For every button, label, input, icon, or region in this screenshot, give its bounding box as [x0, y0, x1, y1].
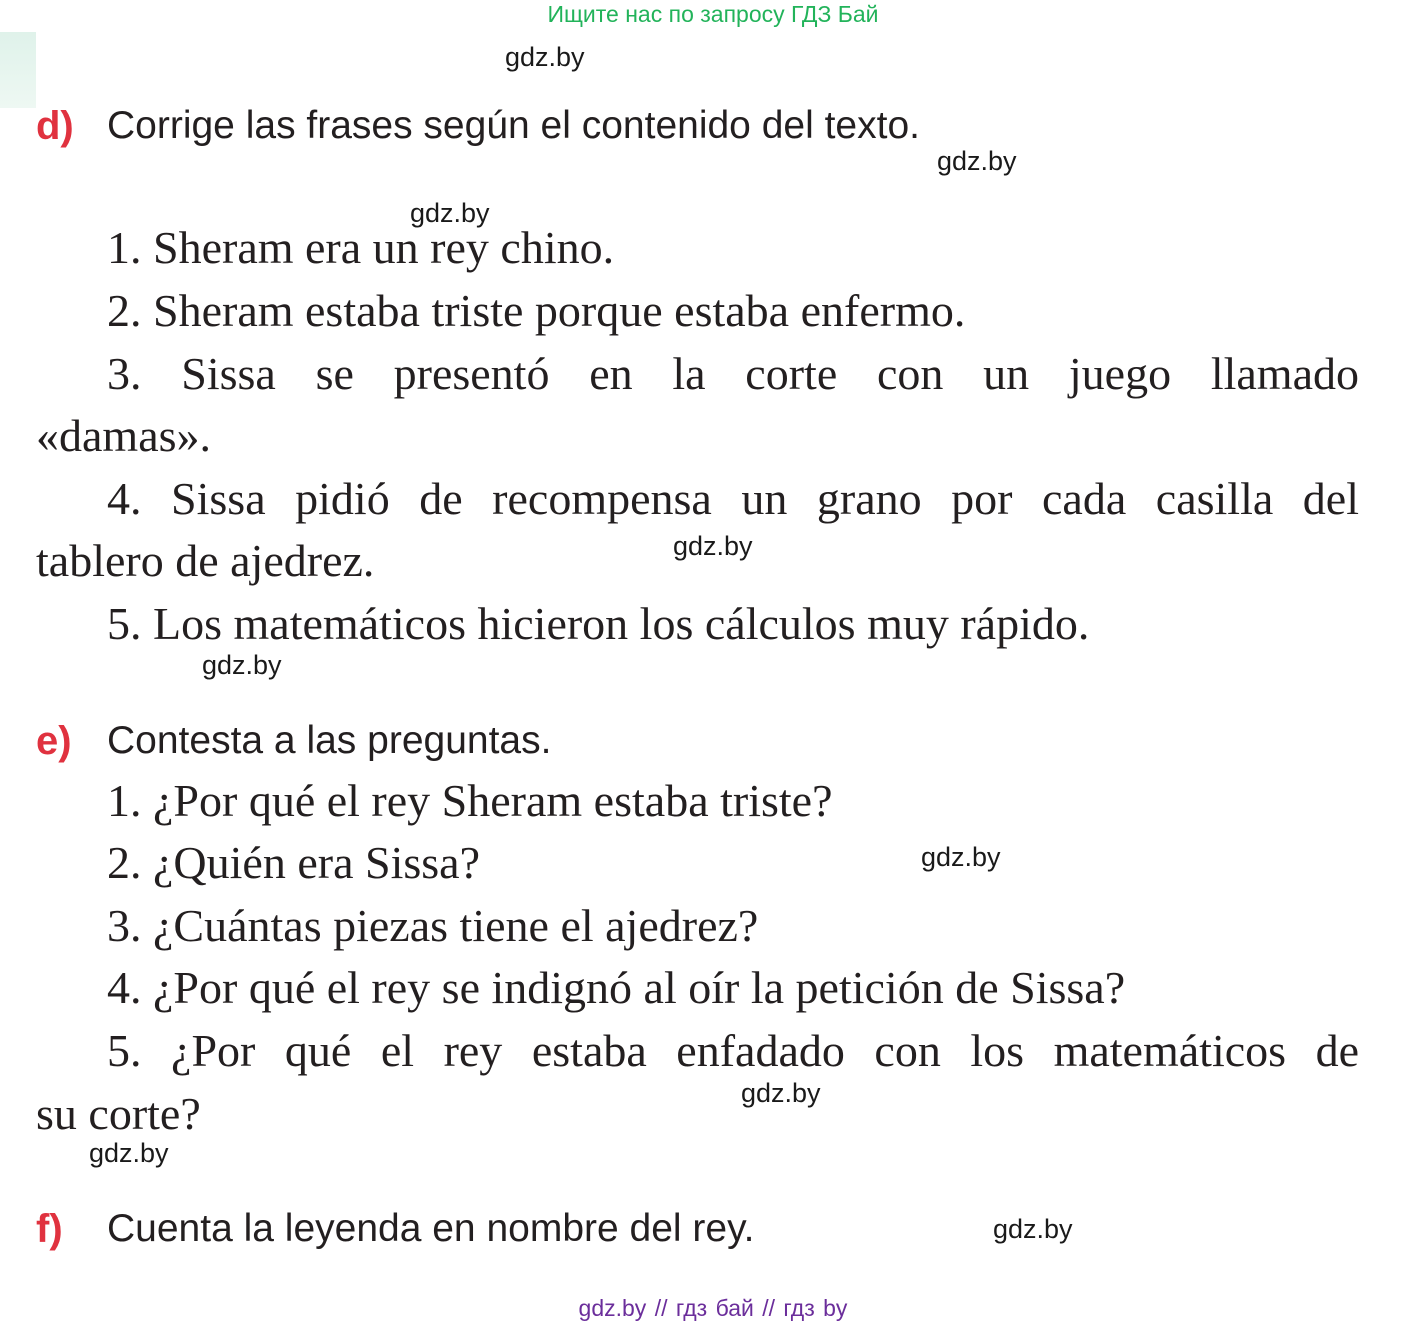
section-d-item-continued: tablero de ajedrez.: [36, 535, 375, 586]
watermark: gdz.by: [741, 1078, 821, 1108]
section-f-letter: f): [36, 1207, 63, 1251]
margin-decoration: [0, 32, 36, 108]
watermark: gdz.by: [993, 1214, 1073, 1244]
section-d-item-continued: «damas».: [36, 410, 212, 461]
section-d-item: 2. Sheram estaba triste porque estaba enfermo.: [107, 285, 966, 336]
section-e-question-continued: su corte?: [36, 1088, 201, 1139]
section-d-instruction: Corrige las frases según el contenido del texto.: [107, 104, 920, 147]
section-e-question: 2. ¿Quién era Sissa?: [107, 837, 480, 888]
watermark: gdz.by: [505, 42, 585, 72]
footer-links: gdz.by // гдз бай // гдз by: [578, 1295, 848, 1321]
section-e-question: 3. ¿Cuántas piezas tiene el ajedrez?: [107, 900, 759, 951]
watermark: gdz.by: [410, 198, 490, 228]
watermark: gdz.by: [937, 146, 1017, 176]
section-d-letter: d): [36, 104, 74, 148]
section-e-question: 4. ¿Por qué el rey se indignó al oír la petición de Sissa?: [107, 962, 1126, 1013]
section-e-question: 5. ¿Por qué el rey estaba enfadado con los matemáticos de: [107, 1025, 1359, 1076]
section-e-instruction: Contesta a las preguntas.: [107, 719, 552, 762]
section-d-item: 4. Sissa pidió de recompensa un grano por cada casilla del: [107, 473, 1359, 524]
section-d-item: 1. Sheram era un rey chino.: [107, 222, 615, 273]
section-f-instruction: Cuenta la leyenda en nombre del rey.: [107, 1207, 755, 1250]
top-banner: Ищите нас по запросу ГДЗ Бай: [547, 1, 879, 27]
section-e-question: 1. ¿Por qué el rey Sheram estaba triste?: [107, 775, 833, 826]
section-d-item: 5. Los matemáticos hicieron los cálculos muy rápido.: [107, 598, 1090, 649]
watermark: gdz.by: [921, 842, 1001, 872]
watermark: gdz.by: [673, 531, 753, 561]
watermark: gdz.by: [89, 1138, 169, 1168]
section-d-item: 3. Sissa se presentó en la corte con un juego llamado: [107, 348, 1359, 399]
watermark: gdz.by: [202, 650, 282, 680]
section-e-letter: e): [36, 719, 72, 763]
